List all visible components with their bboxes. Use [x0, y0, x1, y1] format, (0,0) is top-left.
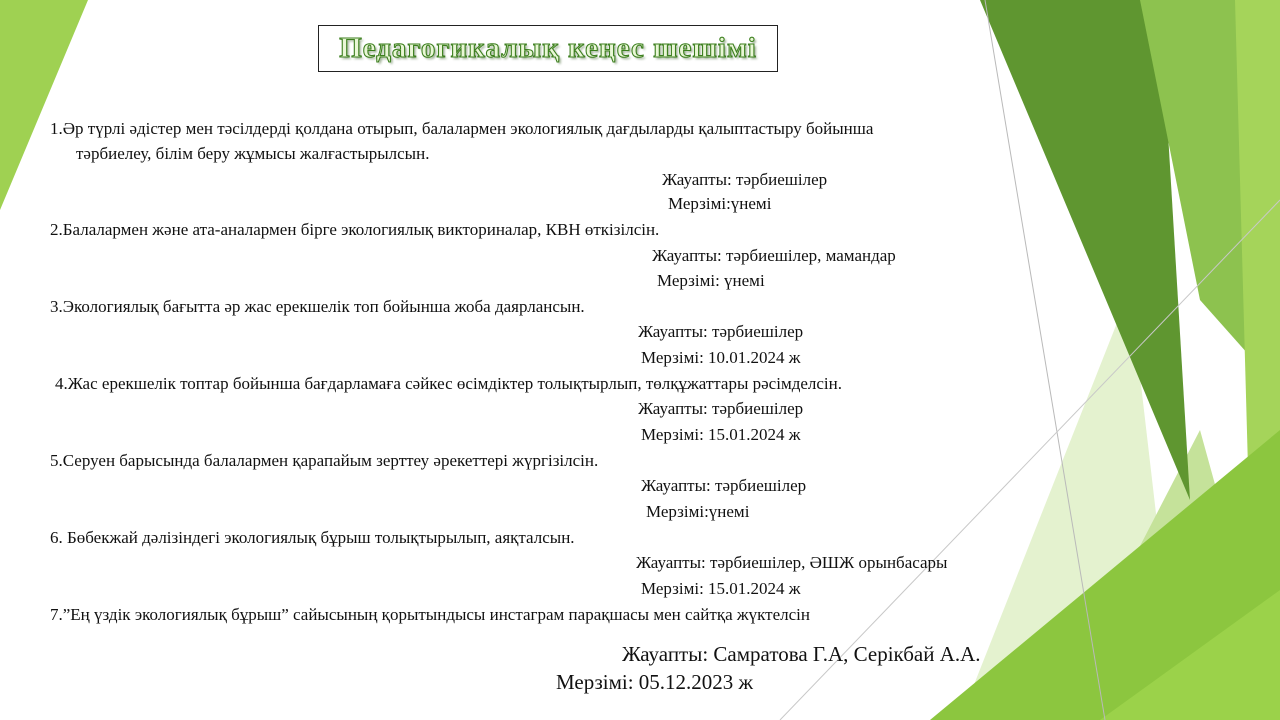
item-7-deadline: Мерзімі: 05.12.2023 ж: [556, 670, 754, 694]
item-1-text-line1: 1.Әр түрлі әдістер мен тәсілдерді қолдана отырып, балалармен экологиялық дағдыларды қалыптастыру бойынша: [50, 119, 874, 138]
item-3-responsible: Жауапты: тәрбиешілер: [638, 322, 804, 341]
item-1-deadline: Мерзімі:үнемі: [668, 194, 772, 213]
title-box: [318, 25, 778, 72]
item-7-text: 7.”Ең үздік экологиялық бұрыш” сайысының қорытындысы инстаграм парақшасы мен сайтқа жүктелсін: [50, 605, 810, 624]
item-5-responsible: Жауапты: тәрбиешілер: [641, 476, 807, 495]
item-2-text: 2.Балалармен және ата-аналармен бірге экологиялық викториналар, КВН өткізілсін.: [50, 220, 660, 239]
item-3-text: 3.Экологиялық бағытта әр жас ерекшелік топ бойынша жоба даярлансын.: [50, 297, 585, 316]
item-1-responsible: Жауапты: тәрбиешілер: [662, 170, 828, 189]
item-5-deadline: Мерзімі:үнемі: [646, 502, 750, 521]
item-4-responsible: Жауапты: тәрбиешілер: [638, 399, 804, 418]
page-title: Педагогикалық кеңес шешімі: [339, 32, 757, 64]
item-5-text: 5.Серуен барысында балалармен қарапайым зерттеу әрекеттері жүргізілсін.: [50, 451, 599, 470]
item-3-deadline: Мерзімі: 10.01.2024 ж: [641, 348, 801, 367]
item-6-responsible: Жауапты: тәрбиешілер, ӘШЖ орынбасары: [636, 553, 948, 572]
item-6-deadline: Мерзімі: 15.01.2024 ж: [641, 579, 801, 598]
left-green-stripe: [0, 0, 88, 210]
item-2-responsible: Жауапты: тәрбиешілер, мамандар: [652, 246, 896, 265]
item-7-responsible: Жауапты: Самратова Г.А, Серікбай А.А.: [622, 642, 981, 666]
item-1-text-line2: тәрбиелеу, білім беру жұмысы жалғастырылсын.: [76, 144, 430, 163]
item-4-deadline: Мерзімі: 15.01.2024 ж: [641, 425, 801, 444]
item-2-deadline: Мерзімі: үнемі: [657, 271, 765, 290]
item-4-text: 4.Жас ерекшелік топтар бойынша бағдарламаға сәйкес өсімдіктер толықтырлып, төлқұжаттары рәсімделсін.: [55, 374, 843, 393]
item-6-text: 6. Бөбекжай дәлізіндегі экологиялық бұрыш толықтырылып, аяқталсын.: [50, 528, 575, 547]
